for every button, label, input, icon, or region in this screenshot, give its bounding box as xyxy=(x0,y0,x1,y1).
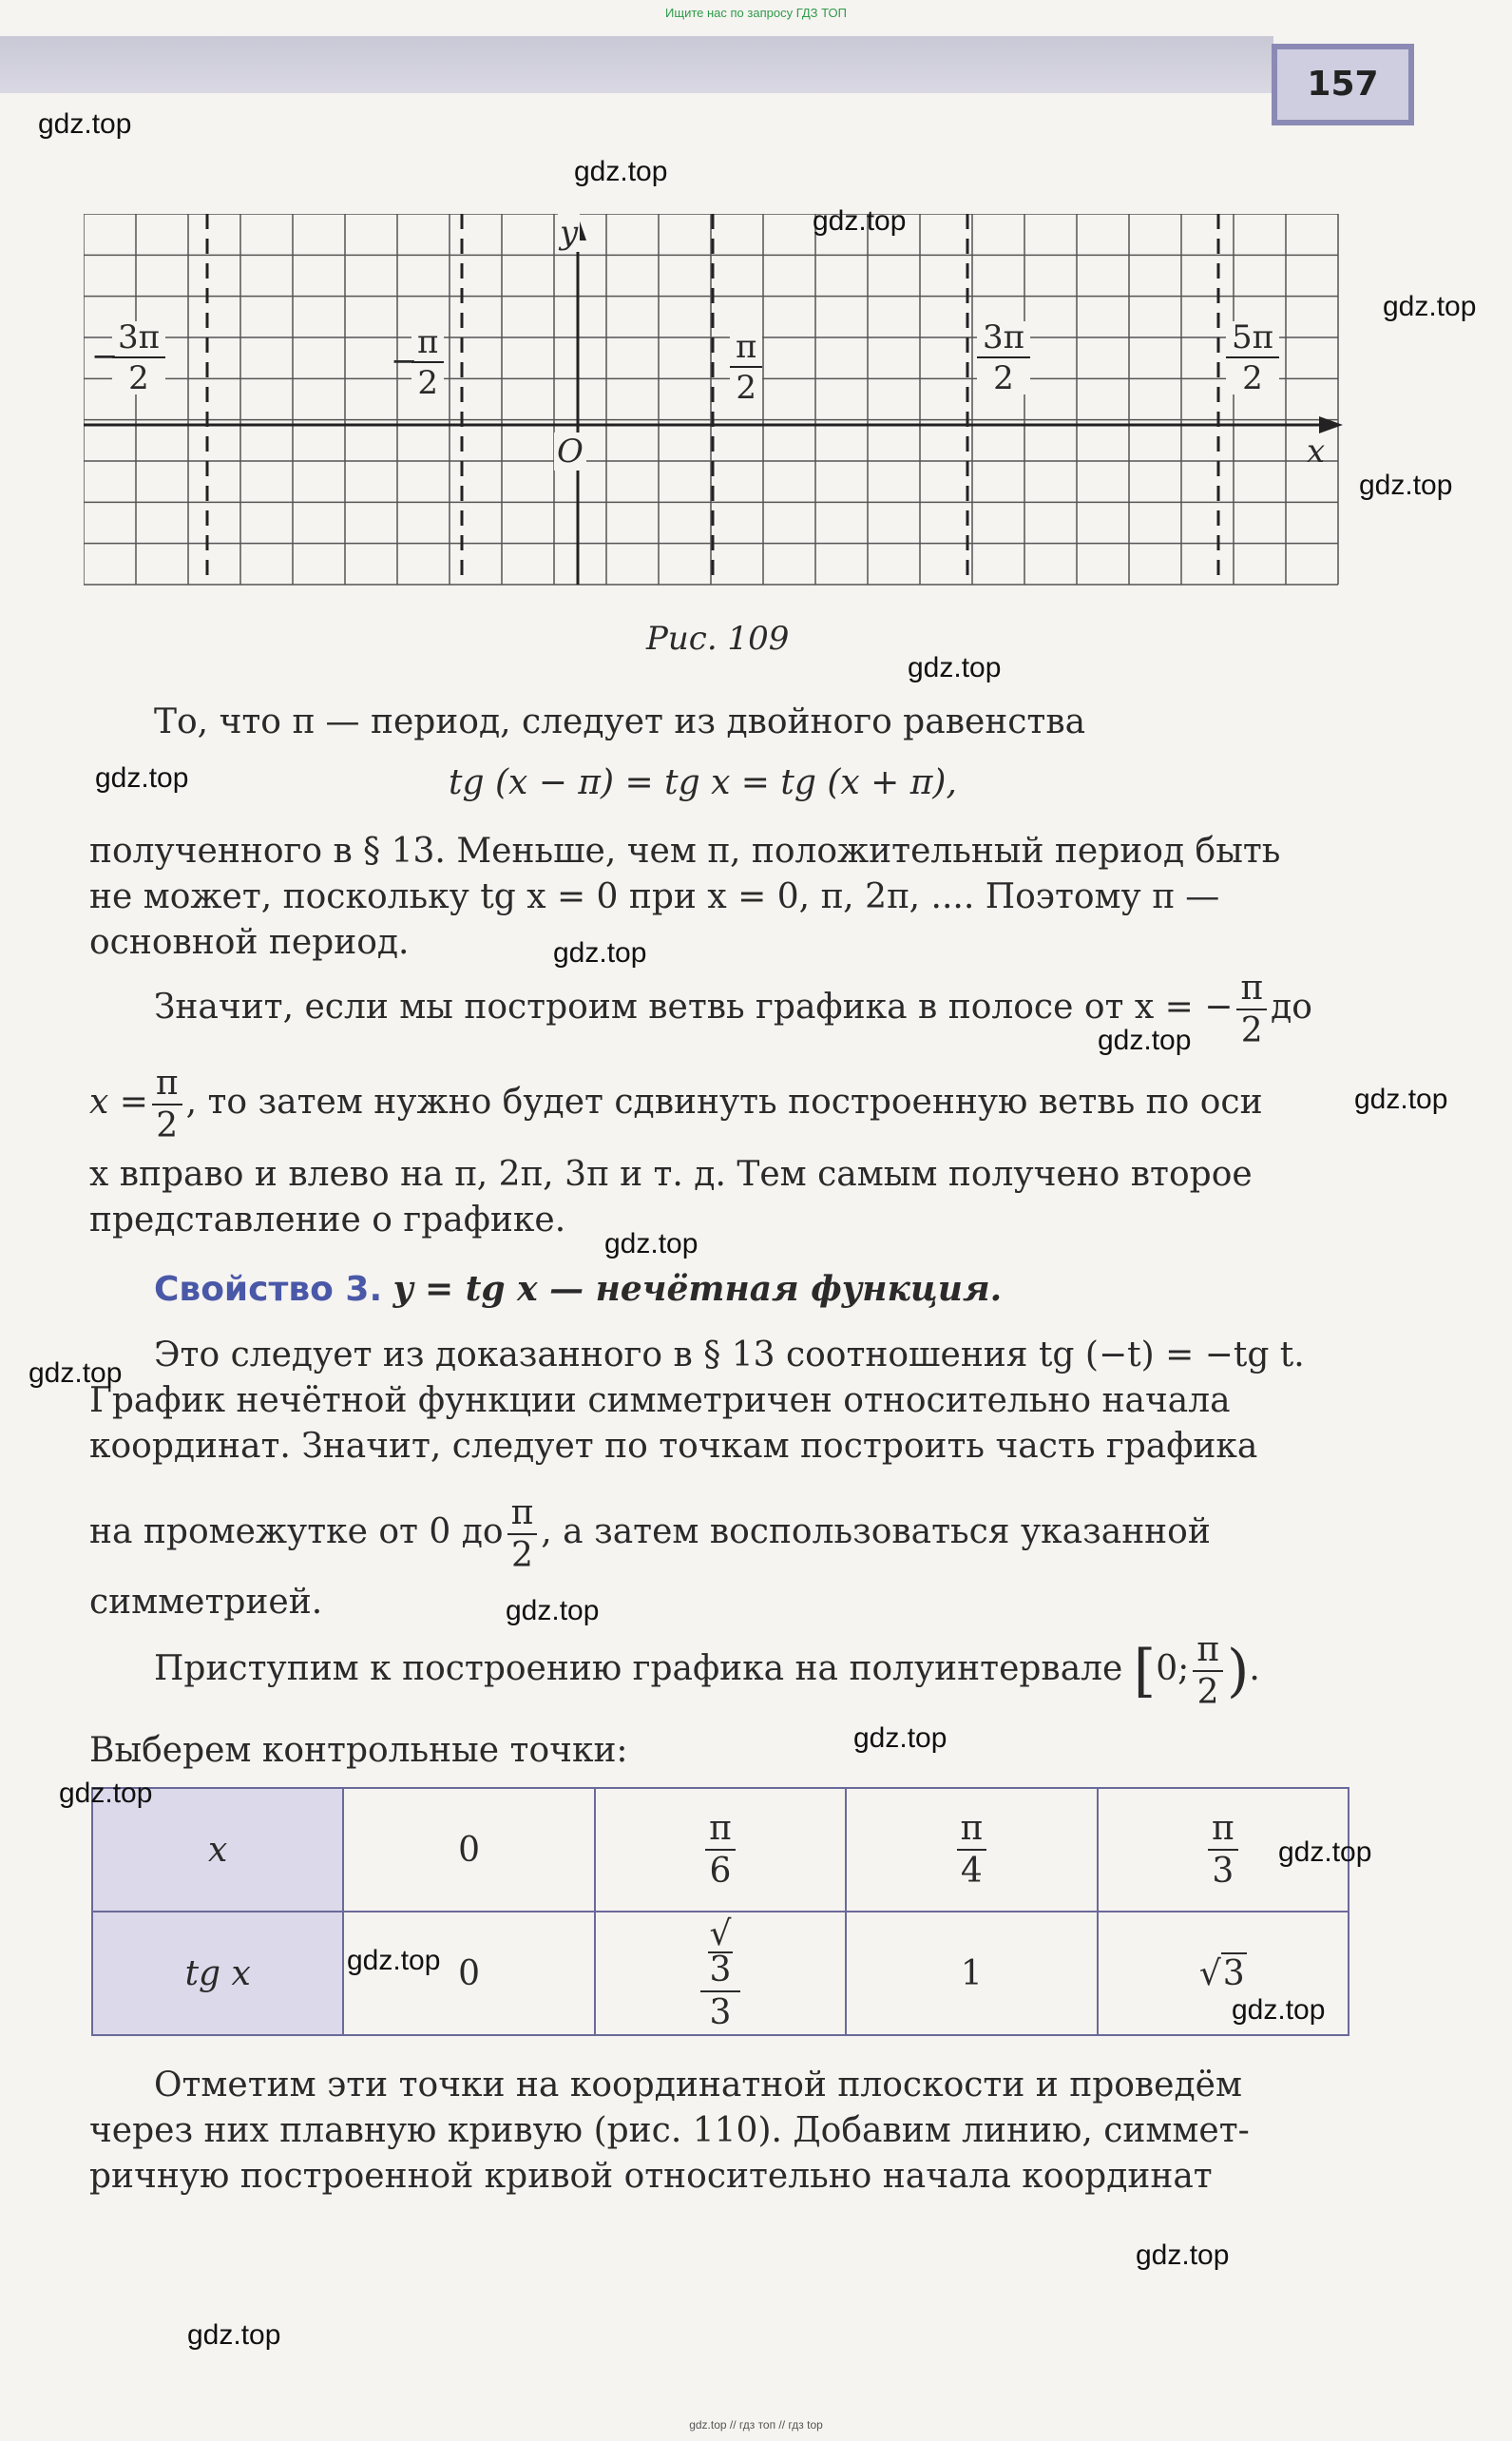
tg-value-3: √3 xyxy=(1098,1912,1349,2035)
paragraph-7-line-1: Отметим эти точки на координатной плоскости и проведём xyxy=(154,2066,1242,2105)
x-axis-arrow xyxy=(1319,416,1343,433)
label-pi-2: π 2 xyxy=(730,331,762,404)
watermark: gdz.top xyxy=(1136,2239,1230,2271)
paragraph-3-line-2: x = $\frac{\pi}{2}$ , то затем нужно будет сдвинуть построенную ветвь по оси xyxy=(89,1063,1263,1145)
watermark: gdz.top xyxy=(1278,1836,1372,1868)
watermark: gdz.top xyxy=(1098,1025,1192,1056)
x-value-0: 0 xyxy=(343,1788,594,1912)
origin-label: O xyxy=(554,432,586,471)
paragraph-3-line-4: представление о графике. xyxy=(89,1201,566,1240)
paragraph-5: Приступим к построению графика на полуинтервале [0; $\frac{\pi}{2}$ ). xyxy=(154,1629,1260,1712)
page-number: 157 xyxy=(1272,44,1414,125)
x-axis-label: x xyxy=(1307,432,1326,471)
paragraph-4-line-1: Это следует из доказанного в § 13 соотношения tg (−t) = −tg t. xyxy=(154,1336,1305,1374)
tg-value-1: √ 3 3 xyxy=(595,1912,846,2035)
paragraph-3-line-1: Значит, если мы построим ветвь графика в полосе от x = − $\frac{\pi}{2}$ до xyxy=(154,968,1312,1050)
watermark: gdz.top xyxy=(1354,1084,1448,1115)
watermark: gdz.top xyxy=(38,108,132,140)
table-row-tg xyxy=(92,1912,1349,2035)
paragraph-4-line-2: График нечётной функции симметричен относительно начала xyxy=(89,1381,1231,1420)
watermark: gdz.top xyxy=(553,937,647,969)
paragraph-4-line-5: симметрией. xyxy=(89,1583,323,1622)
label-3pi-2: 3π 2 xyxy=(977,321,1030,394)
watermark: gdz.top xyxy=(187,2319,281,2351)
watermark: gdz.top xyxy=(853,1722,947,1754)
watermark: gdz.top xyxy=(95,762,189,794)
watermark: gdz.top xyxy=(347,1945,441,1976)
paragraph-2-line-3: основной период. xyxy=(89,923,410,962)
watermark: gdz.top xyxy=(604,1228,699,1259)
table-row-x xyxy=(92,1788,1349,1912)
equation-1: tg (x − π) = tg x = tg (x + π), xyxy=(449,763,957,802)
property-3: Свойство 3. y = tg x — нечётная функция. xyxy=(154,1269,1003,1309)
figure-caption: Рис. 109 xyxy=(646,620,790,658)
label-5pi-2: 5π 2 xyxy=(1226,321,1279,394)
watermark: gdz.top xyxy=(813,205,907,237)
watermark: gdz.top xyxy=(59,1778,153,1809)
y-axis-label: y xyxy=(560,214,579,252)
label-neg-pi-2: − π 2 xyxy=(411,326,444,399)
paragraph-1: То, что π — период, следует из двойного равенства xyxy=(154,702,1086,741)
paragraph-6: Выберем контрольные точки: xyxy=(89,1731,628,1770)
grid xyxy=(84,214,1338,585)
top-note: Ищите нас по запросу ГДЗ ТОП xyxy=(665,6,847,20)
watermark: gdz.top xyxy=(1383,291,1477,322)
watermark: gdz.top xyxy=(1232,1994,1326,2026)
x-value-3: $\frac{\pi}{3}$ xyxy=(1098,1788,1349,1912)
tg-value-0: 0 xyxy=(343,1912,594,2035)
paragraph-4-line-3: координат. Значит, следует по точкам построить часть графика xyxy=(89,1427,1258,1466)
watermark: gdz.top xyxy=(908,652,1002,683)
label-neg-3pi-2: − 3π 2 xyxy=(112,321,165,394)
paragraph-7-line-3: ричную построенной кривой относительно начала координат xyxy=(89,2157,1213,2196)
paragraph-4-line-4: на промежутке от 0 до $\frac{\pi}{2}$ , а затем воспользоваться указанной xyxy=(89,1492,1211,1575)
watermark: gdz.top xyxy=(506,1595,600,1626)
paragraph-2-line-1: полученного в § 13. Меньше, чем π, положительный период быть xyxy=(89,832,1281,871)
paragraph-3-line-3: x вправо и влево на π, 2π, 3π и т. д. Тем самым получено второе xyxy=(89,1155,1253,1194)
paragraph-2-line-2: не может, поскольку tg x = 0 при x = 0, π, 2π, .... Поэтому π — xyxy=(89,877,1220,916)
bottom-note: gdz.top // гдз топ // гдз top xyxy=(689,2418,823,2431)
row-label-x: x xyxy=(92,1788,343,1912)
watermark: gdz.top xyxy=(1359,470,1453,501)
control-points-table xyxy=(91,1787,1349,2036)
x-value-1: $\frac{\pi}{6}$ xyxy=(595,1788,846,1912)
figure-109 xyxy=(84,214,1348,594)
watermark: gdz.top xyxy=(29,1357,123,1389)
paragraph-7-line-2: через них плавную кривую (рис. 110). Добавим линию, симмет- xyxy=(89,2111,1250,2150)
asymptotes xyxy=(207,214,1218,585)
row-label-tg: tg x xyxy=(92,1912,343,2035)
header-band xyxy=(0,36,1273,93)
tg-value-2: 1 xyxy=(846,1912,1097,2035)
watermark: gdz.top xyxy=(574,156,668,187)
x-value-2: $\frac{\pi}{4}$ xyxy=(846,1788,1097,1912)
